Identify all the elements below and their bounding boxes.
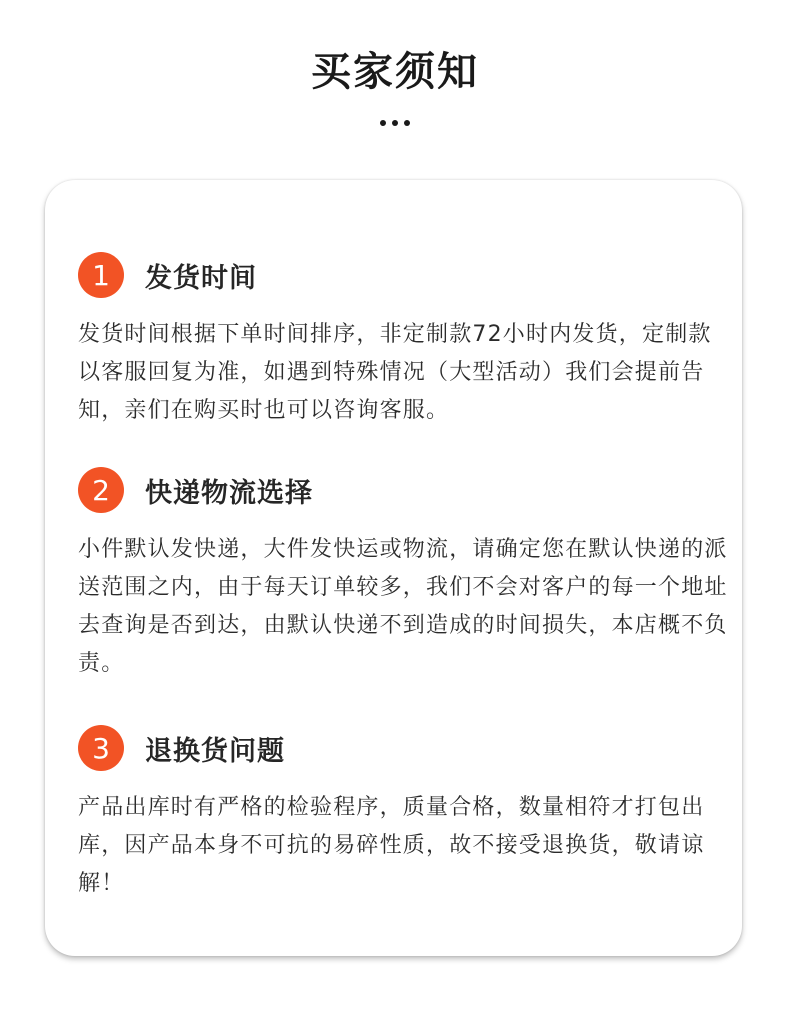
ellipsis-divider <box>0 120 790 126</box>
number-badge: 3 <box>78 725 124 771</box>
notice-card <box>45 180 742 956</box>
section-shipping-time <box>78 250 728 430</box>
number-badge: 2 <box>78 467 124 513</box>
section-title: 发货时间 <box>145 262 257 294</box>
section-title: 退换货问题 <box>145 735 285 767</box>
section-header <box>78 723 728 773</box>
number-badge: 1 <box>78 252 124 298</box>
section-title: 快递物流选择 <box>145 477 313 509</box>
section-body: 小件默认发快递，大件发快运或物流，请确定您在默认快递的派送范围之内，由于每天订单较多，我们不会对客户的每一个地址去查询是否到达，由默认快递不到造成的时间损失，本店概不负责。 <box>78 537 728 676</box>
section-logistics <box>78 465 728 683</box>
dot-icon <box>404 120 410 126</box>
section-header <box>78 250 728 300</box>
page-title: 买家须知 <box>311 49 479 95</box>
dot-icon <box>380 120 386 126</box>
section-header <box>78 465 728 515</box>
section-body: 发货时间根据下单时间排序，非定制款72小时内发货，定制款以客服回复为准，如遇到特殊情况（大型活动）我们会提前告知，亲们在购买时也可以咨询客服。 <box>78 322 712 423</box>
section-returns <box>78 723 728 903</box>
dot-icon <box>392 120 398 126</box>
section-body: 产品出库时有严格的检验程序，质量合格，数量相符才打包出库，因产品本身不可抗的易碎性质，故不接受退换货，敬请谅解！ <box>78 795 705 896</box>
